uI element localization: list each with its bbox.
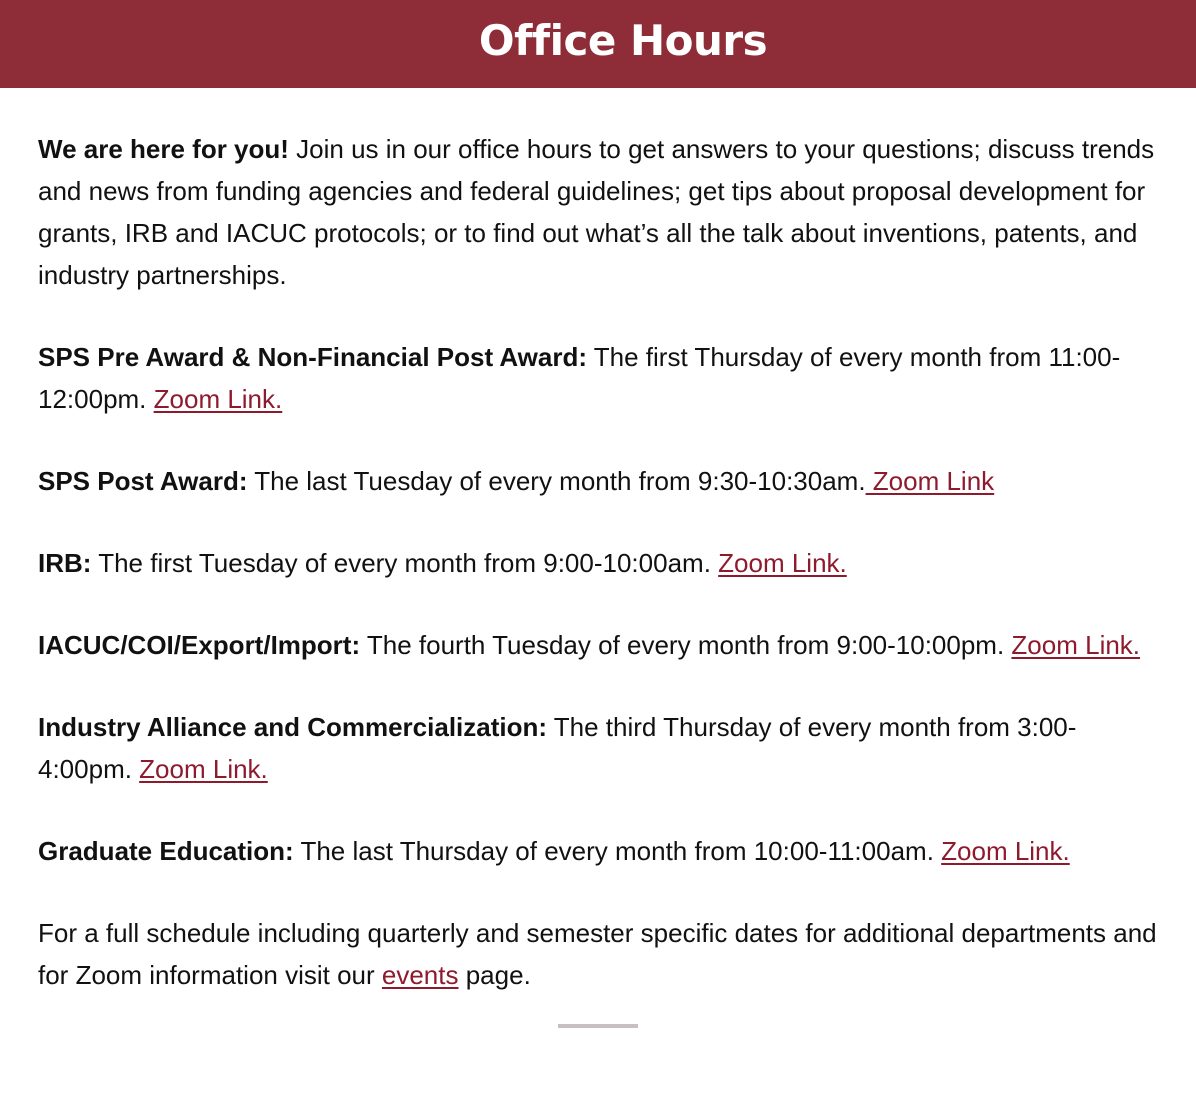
- session-text: The third Thursday of every month from 3:00-4:00pm.: [38, 712, 1077, 784]
- session-sps-pre-award: [38, 336, 1158, 420]
- footer-text-before: For a full schedule including quarterly and semester specific dates for additional departments and for Zoom information visit our: [38, 918, 1157, 990]
- zoom-link[interactable]: Zoom Link.: [718, 548, 847, 578]
- zoom-link[interactable]: Zoom Link.: [941, 836, 1070, 866]
- session-text: The last Thursday of every month from 10:00-11:00am.: [293, 836, 942, 866]
- session-industry-alliance: [38, 706, 1158, 790]
- intro-paragraph: [38, 128, 1158, 296]
- main-content: [0, 88, 1196, 1028]
- session-label: Industry Alliance and Commercialization:: [38, 712, 548, 742]
- page-title: Office Hours: [478, 15, 768, 65]
- session-text: The first Tuesday of every month from 9:00-10:00am.: [91, 548, 719, 578]
- session-sps-post-award: [38, 460, 1158, 502]
- zoom-link[interactable]: Zoom Link.: [1011, 630, 1141, 660]
- session-text: The fourth Tuesday of every month from 9:00-10:00pm.: [360, 630, 1012, 660]
- zoom-link[interactable]: Zoom Link.: [153, 384, 283, 414]
- events-link[interactable]: events: [381, 960, 459, 990]
- session-text: The first Thursday of every month from 11:00-12:00pm.: [38, 342, 1121, 414]
- footer-text-after: page.: [458, 960, 531, 990]
- session-label: IACUC/COI/Export/Import:: [38, 630, 361, 660]
- header-banner: [0, 0, 1196, 88]
- intro-lead: We are here for you!: [38, 134, 289, 164]
- session-label: SPS Pre Award & Non-Financial Post Award:: [38, 342, 588, 372]
- session-iacuc: [38, 624, 1158, 666]
- footer-paragraph: [38, 912, 1158, 996]
- session-text: The last Tuesday of every month from 9:30-10:30am.: [247, 466, 866, 496]
- zoom-link[interactable]: Zoom Link.: [139, 754, 268, 784]
- session-irb: [38, 542, 1158, 584]
- session-graduate-education: [38, 830, 1158, 872]
- session-label: SPS Post Award:: [38, 466, 248, 496]
- zoom-link[interactable]: Zoom Link: [865, 466, 995, 496]
- intro-text: Join us in our office hours to get answers to your questions; discuss trends and news from funding agencies and federal guidelines; get tips about proposal development for grants, IRB and IACUC protocols; or to find out what’s all the talk about inventions, patents, and industry partnerships.: [38, 134, 1155, 290]
- divider: [558, 1024, 638, 1028]
- session-label: Graduate Education:: [38, 836, 294, 866]
- session-label: IRB:: [38, 548, 92, 578]
